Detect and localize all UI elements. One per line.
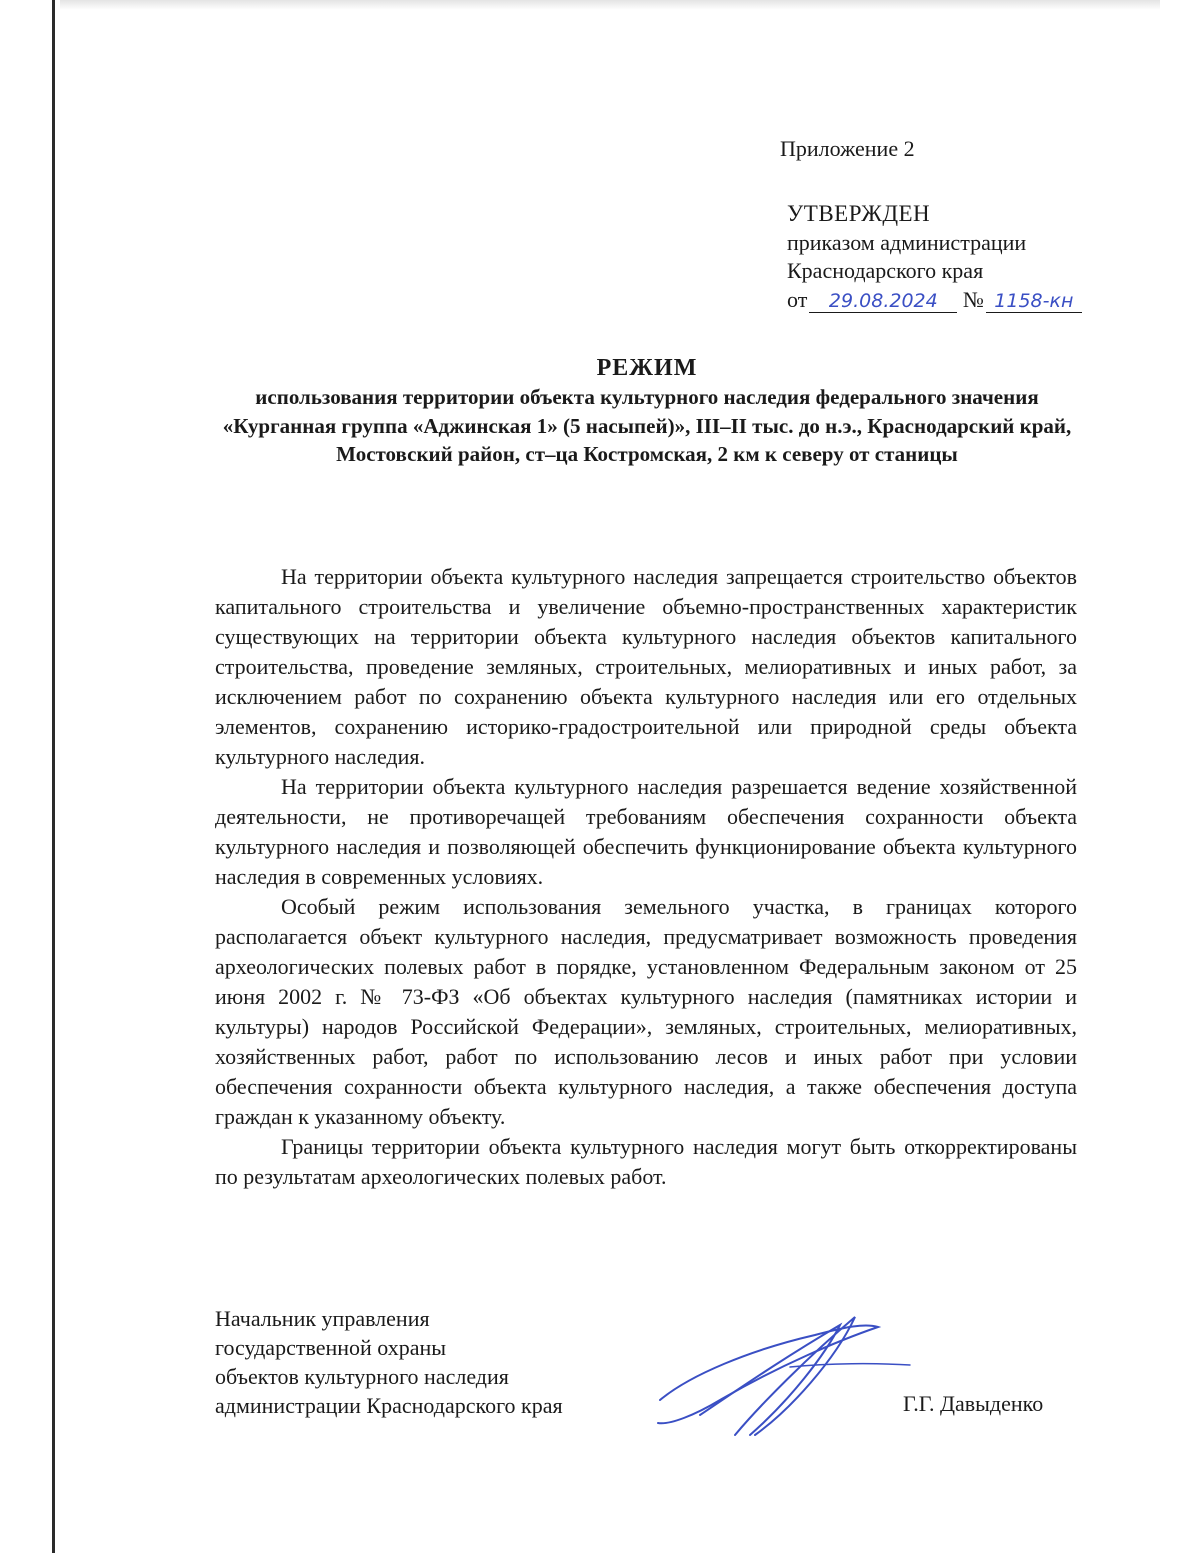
- order-date-number: [787, 286, 1082, 315]
- handwritten-signature: [640, 1305, 920, 1445]
- title-subtitle: использования территории объекта культурного наследия федерального значения «Курганная группа «Аджинская 1» (5 насыпей)», III–II тыс. до н.э., Краснодарский край, Мостовский район, ст–ца Костромская, 2 км к северу от станицы: [222, 385, 1072, 466]
- scan-top-shadow: [60, 0, 1160, 10]
- position-line-3: объектов культурного наследия: [215, 1364, 509, 1389]
- approved-by-line1: приказом администрации: [787, 229, 1027, 255]
- title-main: РЕЖИМ: [596, 355, 698, 381]
- approval-block: [787, 200, 1082, 314]
- number-prefix: №: [962, 286, 984, 312]
- position-line-2: государственной охраны: [215, 1335, 447, 1360]
- scan-left-edge: [52, 0, 55, 1553]
- appendix-label: Приложение 2: [780, 136, 915, 161]
- body-paragraph-4: Границы территории объекта культурного наследия могут быть откорректированы по результатам археологических полевых работ.: [215, 1134, 1077, 1189]
- order-number-handwritten: 1158-кн: [986, 290, 1082, 313]
- signatory-position: [215, 1304, 563, 1420]
- signer-name: Г.Г. Давыденко: [903, 1391, 1044, 1416]
- approved-by-line2: Краснодарского края: [787, 258, 984, 283]
- document-body: [215, 562, 1077, 1192]
- order-date-handwritten: 29.08.2024: [809, 290, 957, 313]
- approved-label: УТВЕРЖДЕН: [787, 201, 931, 226]
- body-paragraph-2: На территории объекта культурного наследия разрешается ведение хозяйственной деятельности, не противоречащей требованиям обеспечения сохранности объекта культурного наследия и позволяющей обеспечить функционирование объекта культурного наследия в современных условиях.: [215, 774, 1077, 889]
- document-title: [215, 353, 1079, 469]
- date-prefix: от: [787, 286, 808, 312]
- position-line-1: Начальник управления: [215, 1306, 430, 1331]
- position-line-4: администрации Краснодарского края: [215, 1393, 563, 1418]
- body-paragraph-1: На территории объекта культурного наследия запрещается строительство объектов капитального строительства и увеличение объемно-пространственных характеристик существующих на территории объекта культурного наследия объектов капитального строительства, проведение земляных, строительных, мелиоративных и иных работ, за исключением работ по сохранению объекта культурного наследия или его отдельных элементов, сохранению историко-градостроительной или природной среды объекта культурного наследия.: [215, 564, 1077, 769]
- body-paragraph-3: Особый режим использования земельного участка, в границах которого располагается объект культурного наследия, предусматривает возможность проведения археологических полевых работ в порядке, установленном Федеральным законом от 25 июня 2002 г. № 73-ФЗ «Об объектах культурного наследия (памятниках истории и культуры) народов Российской Федерации», земляных, строительных, мелиоративных, хозяйственных работ, работ по использованию лесов и иных работ при условии обеспечения сохранности объекта культурного наследия, а также обеспечения доступа граждан к указанному объекту.: [215, 894, 1077, 1129]
